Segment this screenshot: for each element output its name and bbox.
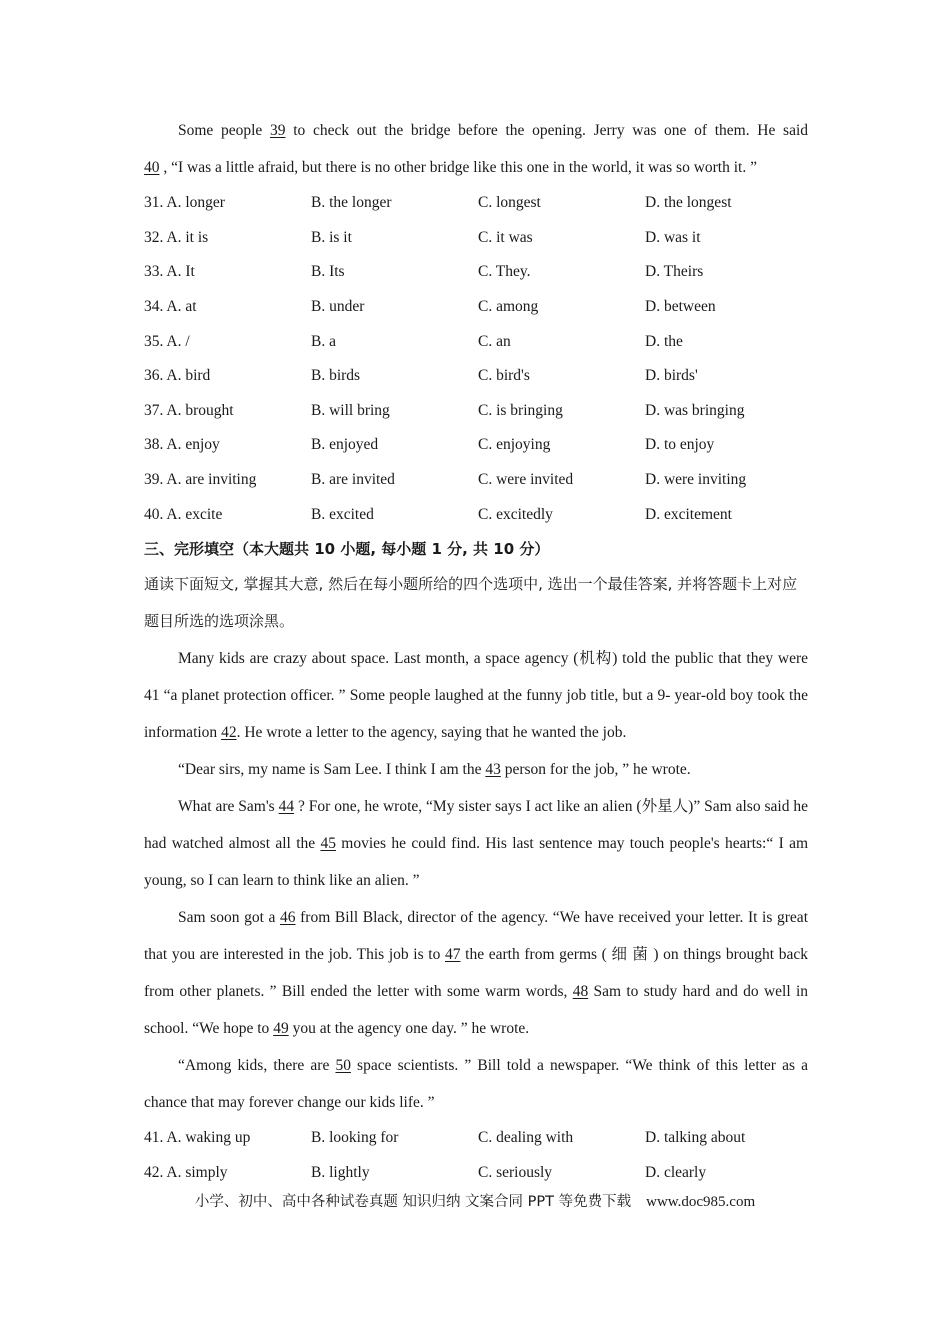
option-choice: 38. A. enjoy	[144, 436, 220, 454]
paragraph	[144, 899, 808, 1047]
text-run: from Bill Black, director of the agency. “We have received your letter. It is great that you are interested in the job. This job is to	[144, 908, 808, 963]
option-choice: D. clearly	[645, 1163, 707, 1181]
option-row	[144, 394, 808, 429]
blank-number: 39	[270, 122, 286, 139]
option-choice: B. Its	[311, 263, 345, 281]
option-choice: B. excited	[311, 505, 374, 523]
text-run: movies he could find. His last sentence may touch people's hearts:“ I am young, so I can learn to think like an alien. ”	[144, 834, 808, 889]
option-choice: D. Theirs	[645, 263, 704, 281]
option-choice: D. were inviting	[645, 471, 747, 489]
option-choice: D. excitement	[645, 505, 732, 523]
option-row	[144, 359, 808, 394]
option-choice: 31. A. longer	[144, 194, 225, 212]
options-41-42	[144, 1121, 808, 1190]
footer-url[interactable]: www.doc985.com	[646, 1194, 756, 1210]
text-run: Sam to study hard and do well in school. “We hope to	[144, 982, 808, 1037]
option-row	[144, 428, 808, 463]
option-choice: 36. A. bird	[144, 367, 211, 385]
option-choice: 33. A. It	[144, 263, 195, 281]
paragraph-line	[144, 112, 808, 149]
option-choice: B. birds	[311, 367, 361, 385]
text-run: to check out the bridge before the opening. Jerry was one of them. He said	[285, 122, 809, 139]
text-run: you at the agency one day. ” he wrote.	[288, 1019, 530, 1037]
option-row	[144, 324, 808, 359]
option-choice: C. were invited	[478, 471, 574, 489]
option-choice: B. a	[311, 332, 336, 350]
text-run: “Dear sirs, my name is Sam Lee. I think I am the	[178, 760, 486, 778]
blank-number: 44	[278, 797, 295, 815]
blank-number: 48	[572, 982, 589, 1000]
option-choice: 39. A. are inviting	[144, 471, 257, 489]
option-choice: C. is bringing	[478, 401, 563, 419]
option-choice: C. enjoying	[478, 436, 551, 454]
paragraph	[144, 1047, 808, 1121]
option-choice: 41. A. waking up	[144, 1129, 251, 1147]
option-choice: B. enjoyed	[311, 436, 379, 454]
text-run: ? For one, he wrote, “My sister says I act like an alien (外星人)” Sam also said he had watched almost all the	[144, 797, 808, 852]
text-run: “Among kids, there are	[178, 1056, 336, 1074]
option-choice: B. are invited	[311, 471, 395, 489]
blank-number: 43	[485, 760, 501, 778]
option-choice: 34. A. at	[144, 298, 197, 316]
paragraph-line	[144, 149, 808, 186]
section-instruction: 通读下面短文, 掌握其大意, 然后在每小题所给的四个选项中, 选出一个最佳答案, 并将答题卡上对应题目所选的选项涂黑。	[144, 574, 798, 630]
exam-page	[144, 112, 808, 1190]
text-run: Some people	[178, 122, 271, 139]
text-run: the earth from germs ( 细 菌 ) on things brought back from other planets. ” Bill ended the letter with some warm words,	[144, 945, 808, 1000]
option-choice: B. the longer	[311, 194, 392, 212]
options-31-40	[144, 186, 808, 532]
text-run: Many kids are crazy about space. Last month, a space agency (机构) told the public that they were 41 “a planet protection officer. ” Some people laughed at the funny job title, but a 9- year-old boy took the information	[144, 649, 808, 741]
paragraph	[144, 751, 808, 788]
option-row	[144, 1156, 808, 1191]
option-choice: C. dealing with	[478, 1129, 574, 1147]
option-choice: C. it was	[478, 228, 533, 246]
text-run: Sam soon got a	[178, 908, 281, 926]
blank-number: 50	[335, 1056, 351, 1074]
option-choice: D. to enjoy	[645, 436, 715, 454]
option-choice: 40. A. excite	[144, 505, 223, 523]
option-choice: D. birds'	[645, 367, 698, 385]
option-row	[144, 497, 808, 532]
section-title: 三、完形填空（本大题共 10 小题, 每小题 1 分, 共 10 分）	[144, 539, 550, 558]
option-choice: D. the longest	[645, 194, 732, 212]
option-row	[144, 1121, 808, 1156]
option-choice: C. excitedly	[478, 505, 553, 523]
blank-number: 40	[144, 159, 160, 176]
option-choice: D. the	[645, 332, 683, 350]
option-choice: 37. A. brought	[144, 401, 234, 419]
text-run: space scientists. ” Bill told a newspaper. “We think of this letter as a chance that may forever change our kids life. ”	[144, 1056, 808, 1111]
option-row	[144, 463, 808, 498]
option-choice: 42. A. simply	[144, 1163, 228, 1181]
option-choice: B. under	[311, 298, 365, 316]
paragraph	[144, 640, 808, 751]
option-choice: B. is it	[311, 228, 352, 246]
option-choice: C. They.	[478, 263, 531, 281]
passage2	[144, 640, 808, 1121]
option-row	[144, 290, 808, 325]
blank-number: 46	[280, 908, 296, 926]
option-choice: D. was bringing	[645, 401, 745, 419]
passage1-ending	[144, 112, 808, 186]
option-choice: D. between	[645, 298, 716, 316]
blank-number: 47	[445, 945, 461, 963]
option-row	[144, 186, 808, 221]
blank-number: 49	[273, 1019, 289, 1037]
option-choice: B. lightly	[311, 1163, 370, 1181]
option-choice: C. bird's	[478, 367, 530, 385]
text-run: What are Sam's	[178, 797, 279, 815]
text-run: , “I was a little afraid, but there is no other bridge like this one in the world, it was so worth it. ”	[159, 159, 757, 176]
footer-text: 小学、初中、高中各种试卷真题 知识归纳 文案合同 PPT 等免费下载	[194, 1194, 632, 1210]
option-choice: D. talking about	[645, 1129, 746, 1147]
option-choice: C. longest	[478, 194, 541, 212]
blank-number: 42	[221, 723, 237, 741]
text-run: . He wrote a letter to the agency, saying that he wanted the job.	[236, 723, 627, 741]
option-row	[144, 255, 808, 290]
text-run: person for the job, ” he wrote.	[500, 760, 691, 778]
option-choice: 35. A. /	[144, 332, 190, 350]
option-row	[144, 221, 808, 256]
paragraph	[144, 788, 808, 899]
option-choice: C. an	[478, 332, 511, 350]
option-choice: D. was it	[645, 228, 701, 246]
option-choice: C. seriously	[478, 1163, 553, 1181]
footer	[0, 1190, 950, 1211]
blank-number: 45	[320, 834, 336, 852]
option-choice: 32. A. it is	[144, 228, 209, 246]
option-choice: C. among	[478, 298, 539, 316]
option-choice: B. will bring	[311, 401, 390, 419]
option-choice: B. looking for	[311, 1129, 399, 1147]
